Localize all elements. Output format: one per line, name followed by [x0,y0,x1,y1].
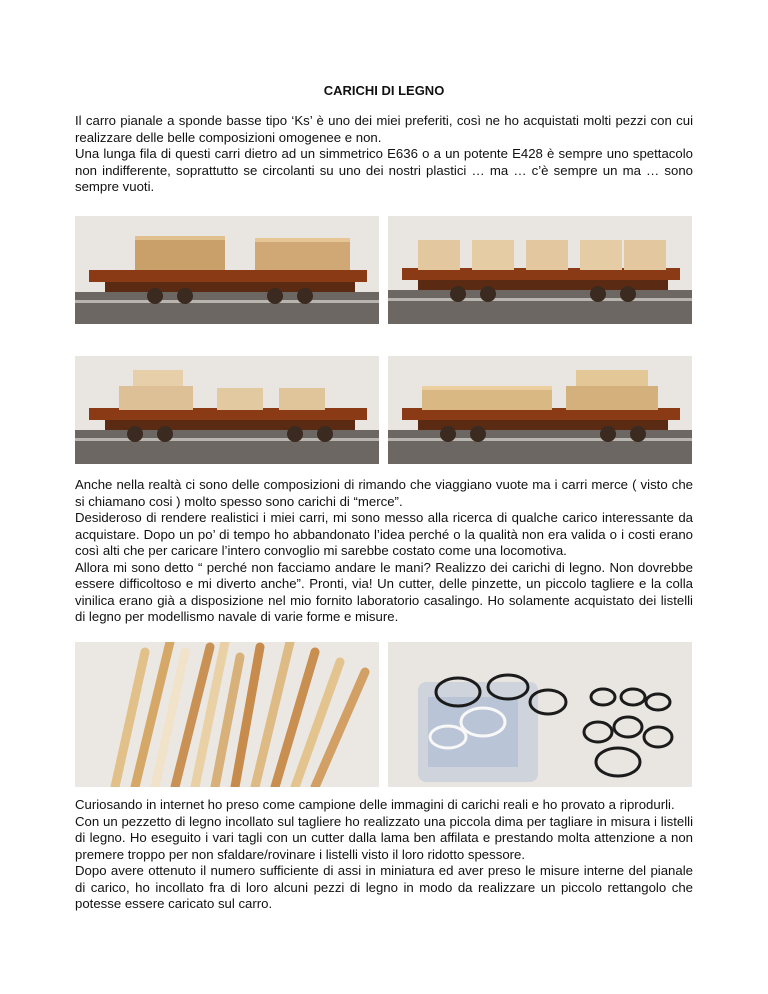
photo-wagon-2 [388,216,692,324]
paragraph: Con un pezzetto di legno incollato sul tagliere ho realizzato una piccola dima per tagliare in misura i listelli di legno. Ho eseguito i vari tagli con un cutter dalla lama ben affilata e prestando molta attenzione a non premere troppo per non sfaldare/rovinare i listelli visto il loro ridotto spessore. [75,813,693,862]
paragraph: Desideroso di rendere realistici i miei carri, mi sono messo alla ricerca di qualche carico interessante da acquistare. Dopo un po’ di tempo ho abbandonato l’idea perché o la qualità non era valida o i costi erano così alti che per caricare l’intero convoglio mi sarebbe costato come una locomotiva. [75,510,693,558]
middle-section [75,477,693,626]
closing-section [75,797,693,913]
photo-wagon-3 [75,356,379,464]
paragraph: Il carro pianale a sponde basse tipo ‘Ks’ è uno dei miei preferiti, così ne ho acquistati molti pezzi con cui realizzare delle belle composizioni omogenee e non. [75,113,693,145]
paragraph: Curiosando in internet ho preso come campione delle immagini di carichi reali e ho provato a riprodurli. [75,797,675,812]
paragraph: Allora mi sono detto “ perché non facciamo andare le mani? Realizzo dei carichi di legno. Non dovrebbe essere difficoltoso e mi diverto anche”. Pronti, via! Un cutter, delle pinzette, un piccolo tagliere e la colla vinilica erano già a disposizione nel mio fornito laboratorio casalingo. Ho solamente acquistato dei listelli di legno per modellismo navale di varie forme e misure. [75,559,693,624]
intro-section [75,113,693,196]
photo-wagon-1 [75,216,379,324]
paragraph: Dopo avere ottenuto il numero sufficiente di assi in miniatura ed aver preso le misure interne del pianale di carico, ho incollato fra di loro alcuni pezzi di legno in modo da realizzare un piccolo rettangolo che potesse essere caricato sul carro. [75,863,693,911]
photo-rubber-bands [388,642,692,787]
paragraph: Anche nella realtà ci sono delle composizioni di rimando che viaggiano vuote ma i carri merce ( visto che si chiamano cosi ) molto spesso sono carichi di “merce”. [75,477,693,509]
page-title: CARICHI DI LEGNO [323,83,445,98]
photo-wagon-4 [388,356,692,464]
photo-wood-strips [75,642,379,787]
paragraph: Una lunga fila di questi carri dietro ad un simmetrico E636 o a un potente E428 è sempre uno spettacolo non indifferente, soprattutto se circolanti su uno dei nostri plastici … ma … c’è sempre un ma … sono sempre vuoti. [75,146,693,194]
